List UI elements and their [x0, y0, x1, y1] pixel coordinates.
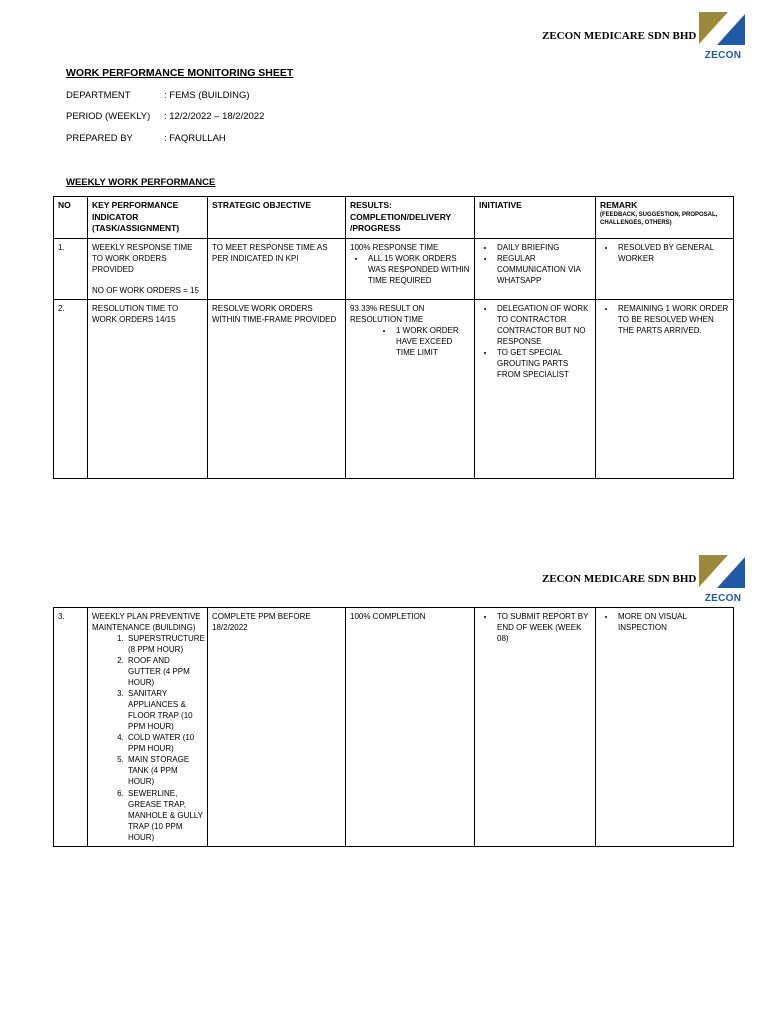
meta-label: PREPARED BY	[66, 133, 133, 144]
row-objective: TO MEET RESPONSE TIME AS PER INDICATED IN KPI	[208, 239, 346, 300]
meta-period	[66, 111, 264, 122]
remark-item: • MORE ON VISUAL INSPECTION	[616, 611, 729, 633]
kpi-item: 3. SANITARY APPLIANCES & FLOOR TRAP (10 PPM HOUR)	[126, 688, 203, 732]
table-row	[54, 239, 734, 300]
meta-department	[66, 90, 250, 101]
header-results: RESULTS: COMPLETION/DELIVERY /PROGRESS	[346, 197, 475, 239]
header-no: NO	[54, 197, 88, 239]
row-initiative	[475, 300, 596, 479]
results-text: 100% RESPONSE TIME	[350, 243, 439, 253]
row-kpi	[88, 608, 208, 847]
remark-item: • RESOLVED BY GENERAL WORKER	[616, 242, 729, 264]
initiative-item: • TO SUBMIT REPORT BY END OF WEEK (WEEK 08)	[495, 611, 591, 644]
row-objective: RESOLVE WORK ORDERS WITHIN TIME-FRAME PROVIDED	[208, 300, 346, 479]
results-text: 93.33% RESULT ON RESOLUTION TIME	[350, 304, 425, 325]
meta-label: PERIOD (WEEKLY)	[66, 111, 151, 122]
performance-table-continued	[53, 607, 734, 847]
logo-text: ZECON	[704, 593, 742, 604]
kpi-extra: NO OF WORK ORDERS = 15	[92, 286, 199, 296]
header-remark-sub: (FEEDBACK, SUGGESTION, PROPOSAL, CHALLENGES, OTHERS)	[600, 211, 718, 226]
meta-value: : FEMS (BUILDING)	[164, 90, 250, 101]
kpi-item: 1. SUPERSTRUCTURE (8 PPM HOUR)	[126, 633, 203, 655]
company-name: ZECON MEDICARE SDN BHD	[542, 573, 697, 585]
row-initiative	[475, 239, 596, 300]
row-kpi: RESOLUTION TIME TO WORK ORDERS 14/15	[88, 300, 208, 479]
meta-label: DEPARTMENT	[66, 90, 131, 101]
section-title: WEEKLY WORK PERFORMANCE	[66, 177, 216, 188]
meta-prepared-by	[66, 133, 226, 144]
initiative-item: • TO GET SPECIAL GROUTING PARTS FROM SPECIALIST	[495, 347, 591, 380]
row-kpi	[88, 239, 208, 300]
meta-value: : 12/2/2022 – 18/2/2022	[164, 111, 265, 122]
zecon-logo	[699, 555, 747, 611]
kpi-text: WEEKLY RESPONSE TIME TO WORK ORDERS PROVIDED	[92, 243, 193, 275]
performance-table	[53, 196, 734, 479]
results-bullet: • 1 WORK ORDER HAVE EXCEED TIME LIMIT	[394, 325, 470, 358]
row-remark	[596, 300, 734, 479]
company-name: ZECON MEDICARE SDN BHD	[542, 30, 697, 42]
row-no: 2.	[54, 300, 88, 479]
row-no: 1.	[54, 239, 88, 300]
header-objective: STRATEGIC OBJECTIVE	[208, 197, 346, 239]
table-header-row	[54, 197, 734, 239]
meta-value: : FAQRULLAH	[164, 133, 226, 144]
initiative-item: • DELEGATION OF WORK TO CONTRACTOR CONTRACTOR BUT NO RESPONSE	[495, 303, 591, 347]
header-initiative: INITIATIVE	[475, 197, 596, 239]
document-title: WORK PERFORMANCE MONITORING SHEET	[66, 67, 294, 79]
remark-item: • REMAINING 1 WORK ORDER TO BE RESOLVED WHEN THE PARTS ARRIVED.	[616, 303, 729, 336]
row-results	[346, 239, 475, 300]
row-no: 3.	[54, 608, 88, 847]
kpi-item: 2. ROOF AND GUTTER (4 PPM HOUR)	[126, 655, 203, 688]
results-bullet: • ALL 15 WORK ORDERS WAS RESPONDED WITHIN TIME REQUIRED	[366, 253, 470, 286]
row-remark	[596, 608, 734, 847]
initiative-item: • DAILY BRIEFING	[495, 242, 591, 253]
row-results	[346, 300, 475, 479]
row-objective: COMPLETE PPM BEFORE 18/2/2022	[208, 608, 346, 847]
row-remark	[596, 239, 734, 300]
kpi-text: WEEKLY PLAN PREVENTIVE MAINTENANCE (BUILDING)	[92, 612, 201, 633]
logo-text: ZECON	[704, 50, 742, 61]
table-row	[54, 608, 734, 847]
kpi-item: 5. MAIN STORAGE TANK (4 PPM HOUR)	[126, 754, 203, 787]
initiative-item: • REGULAR COMMUNICATION VIA WHATSAPP	[495, 253, 591, 286]
header-kpi: KEY PERFORMANCE INDICATOR (TASK/ASSIGNMENT)	[88, 197, 208, 239]
zecon-logo	[699, 12, 747, 68]
table-row	[54, 300, 734, 479]
header-remark-label: REMARK	[600, 200, 638, 210]
header-remark	[596, 197, 734, 239]
kpi-item: 4. COLD WATER (10 PPM HOUR)	[126, 732, 203, 754]
row-results: 100% COMPLETION	[346, 608, 475, 847]
kpi-item: 6. SEWERLINE, GREASE TRAP, MANHOLE & GULLY TRAP (10 PPM HOUR)	[126, 788, 203, 843]
kpi-item-list	[92, 633, 203, 843]
row-initiative	[475, 608, 596, 847]
